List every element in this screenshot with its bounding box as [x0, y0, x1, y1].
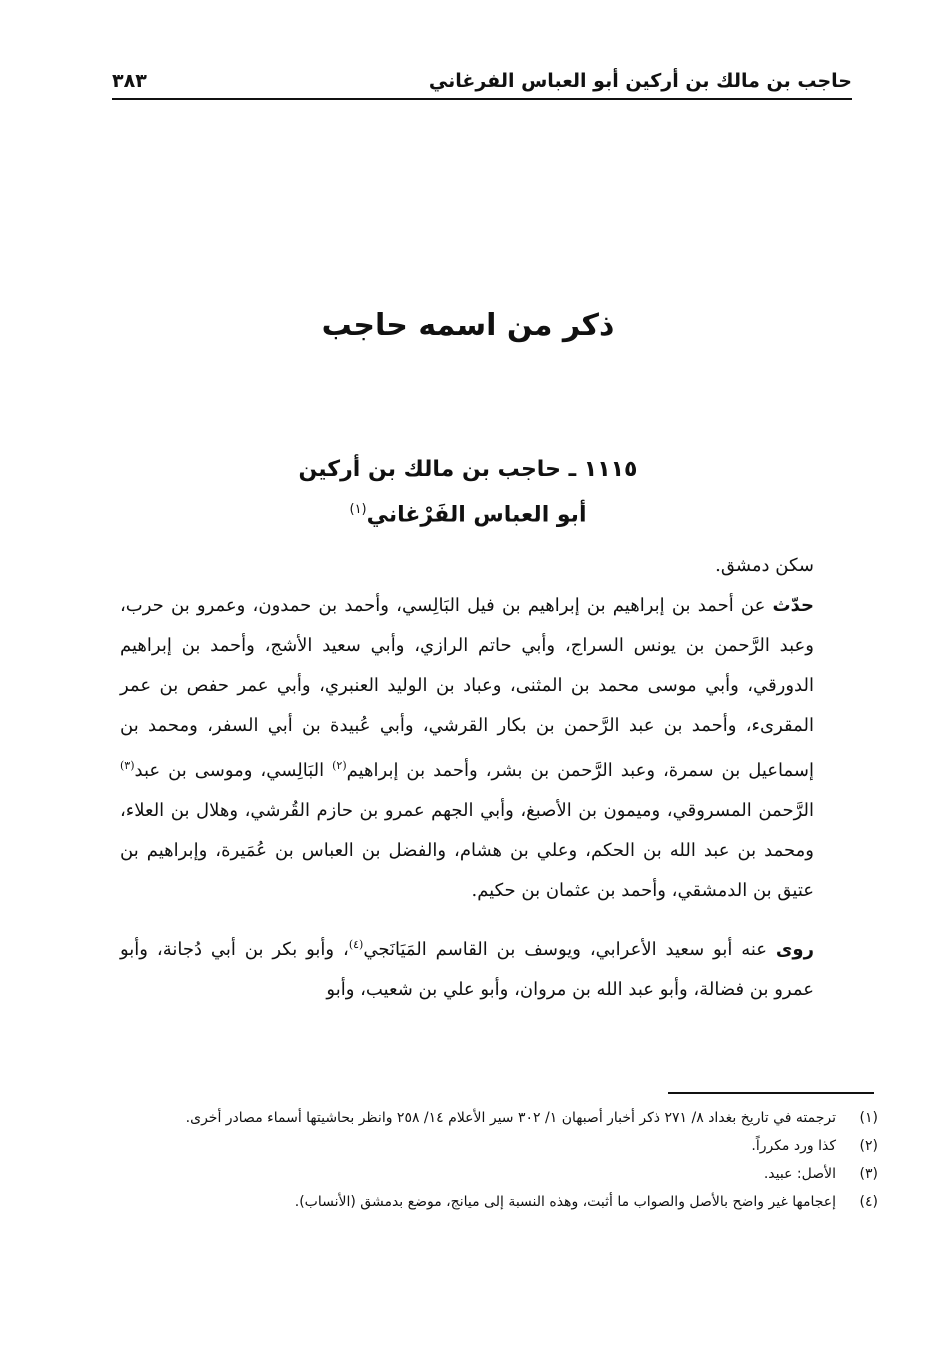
- footnote-marker-3: (٣): [120, 759, 135, 772]
- footnote-marker-4: (٤): [348, 938, 364, 951]
- footnote-text: إعجامها غير واضح بالأصل والصواب ما أثبت، وهذه النسبة إلى ميانج، موضع بدمشق (الأنساب).: [294, 1194, 836, 1210]
- page-number: ٣٨٣: [112, 70, 147, 92]
- footnote: [120, 1104, 878, 1132]
- entry-kunya: أبو العباس الفَرْغاني: [366, 502, 587, 528]
- footnote: [120, 1160, 878, 1188]
- running-header: [112, 54, 852, 100]
- narrated-text-3: الرَّحمن المسروقي، وميمون بن الأصبغ، وأبي الجهم عمرو بن حازم القُرشي، وهلال بن العلاء، ومحمد بن عبد الله بن الحكم، وعلي بن هشام، والفضل بن العباس بن عُمَيرة، وإبراهيم بن عتيق بن الدمشقي، وأحمد بن عثمان بن حكيم.: [120, 800, 814, 901]
- footnote-text: الأصل: عبيد.: [763, 1166, 836, 1182]
- running-title: حاجب بن مالك بن أركين أبو العباس الفرغاني: [428, 70, 852, 92]
- entry-kunya-line: [0, 490, 936, 535]
- footnote-number: (٤): [859, 1194, 878, 1210]
- footnote-number: (٣): [859, 1166, 878, 1182]
- footnote-text: كذا ورد مكرراً.: [751, 1138, 836, 1154]
- body-text: [120, 546, 860, 1010]
- entry-heading: [0, 450, 936, 535]
- narrated-lead-word: حدّث: [772, 595, 814, 616]
- footnote-marker-1: (١): [349, 502, 367, 517]
- section-title: ذكر من اسمه حاجب: [321, 308, 615, 343]
- narrated-from-paragraph: [120, 586, 860, 911]
- footnote-number: (١): [859, 1110, 878, 1126]
- entry-number-and-name: ١١١٥ ـ حاجب بن مالك بن أركين: [298, 457, 638, 482]
- transmitters-text-1: عنه أبو سعيد الأعرابي، ويوسف بن القاسم المَيَانَجي: [363, 939, 776, 960]
- transmitters-text-2: ، وأبو بكر بن أبي دُجانة، وأبو عمرو بن فضالة، وأبو عبد الله بن مروان، وأبو علي بن شعيب، وأبو: [120, 939, 814, 1000]
- transmitters-lead-word: روى: [775, 939, 814, 960]
- transmitters-paragraph: [120, 925, 860, 1010]
- footnote-text: ترجمته في تاريخ بغداد ٨/ ٢٧١ ذكر أخبار أصبهان ١/ ٣٠٢ سير الأعلام ١٤/ ٢٥٨ وانظر بحاشيتها أسماء مصادر أخرى.: [185, 1110, 836, 1126]
- footnote: [120, 1188, 878, 1216]
- footnotes: [120, 1104, 878, 1216]
- narrated-text-1: عن أحمد بن إبراهيم بن إبراهيم بن فيل البَالِسي، وأحمد بن حمدون، وعمرو بن حرب، وعبد الرَّحمن بن يونس السراج، وأبي حاتم الرازي، وأبي سعيد الأشج، وأحمد بن إبراهيم الدورقي، وأبي موسى محمد بن المثنى، وعباد بن الوليد العنبري، وأبي عمر حفص بن عمر المقرىء، وأحمد بن عبد الرَّحمن بن بكار القرشي، وأبي عُبيدة بن أبي السفر، ومحمد بن إسماعيل بن سمرة، وعبد الرَّحمن بن بشر، وأحمد بن إبراهيم: [120, 595, 814, 781]
- footnote-marker-2: (٢): [332, 759, 347, 772]
- residence-paragraph: سكن دمشق.: [715, 555, 814, 576]
- footnote-divider: [668, 1092, 874, 1094]
- narrated-text-2: البَالِسي، وموسى بن عبد: [134, 760, 333, 781]
- footnote-number: (٢): [859, 1138, 878, 1154]
- footnote: [120, 1132, 878, 1160]
